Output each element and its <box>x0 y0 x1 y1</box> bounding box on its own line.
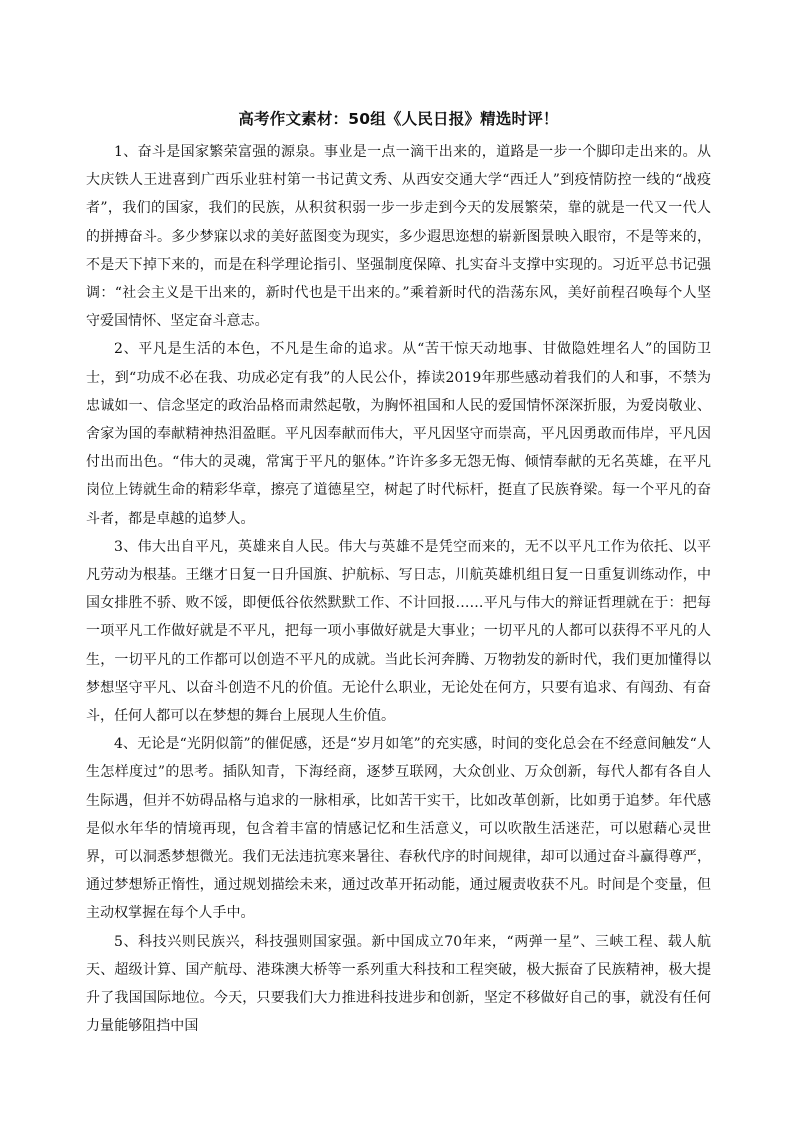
paragraph-2: 2、平凡是生活的本色，不凡是生命的追求。从“苦干惊天动地事、甘做隐姓埋名人”的国防卫士，到“功成不必在我、功成必定有我”的人民公仆，捧读2019年那些感动着我们的人和事，不禁为忠诚如一、信念坚定的政治品格而肃然起敬，为胸怀祖国和人民的爱国情怀深深折服，为爱岗敬业、舍家为国的奉献精神热泪盈眶。平凡因奉献而伟大，平凡因坚守而崇高，平凡因勇敢而伟岸，平凡因付出而出色。“伟大的灵魂，常寓于平凡的躯体。”许许多多无怨无悔、倾情奉献的无名英雄，在平凡岗位上铸就生命的精彩华章，擦亮了道德星空，树起了时代标杆，挺直了民族脊梁。每一个平凡的奋斗者，都是卓越的追梦人。 <box>86 341 711 527</box>
paragraph-1: 1、奋斗是国家繁荣富强的源泉。事业是一点一滴干出来的，道路是一步一个脚印走出来的。从大庆铁人王进喜到广西乐业驻村第一书记黄文秀、从西安交通大学“西迁人”到疫情防控一线的“战疫者”，我们的国家，我们的民族，从积贫积弱一步一步走到今天的发展繁荣，靠的就是一代又一代人的拼搏奋斗。多少梦寐以求的美好蓝图变为现实，多少遐思迩想的崭新图景映入眼帘，不是等来的，不是天下掉下来的，而是在科学理论指引、坚强制度保障、扎实奋斗支撑中实现的。习近平总书记强调：“社会主义是干出来的，新时代也是干出来的。”乘着新时代的浩荡东风，美好前程召唤每个人坚守爱国情怀、坚定奋斗意志。 <box>86 144 711 330</box>
document-title: 高考作文素材：50组《人民日报》精选时评！ <box>238 110 559 128</box>
paragraph-5: 5、科技兴则民族兴，科技强则国家强。新中国成立70年来，“两弹一星”、三峡工程、载人航天、超级计算、国产航母、港珠澳大桥等一系列重大科技和工程突破，极大振奋了民族精神，极大提升了我国国际地位。今天，只要我们大力推进科技进步和创新，坚定不移做好自己的事，就没有任何力量能够阻挡中国 <box>86 933 711 1035</box>
document-page <box>86 96 711 1041</box>
paragraph-4: 4、无论是“光阴似箭”的催促感，还是“岁月如笔”的充实感，时间的变化总会在不经意间触发“人生怎样度过”的思考。插队知青，下海经商，逐梦互联网，大众创业、万众创新，每代人都有各自人生际遇，但并不妨碍品格与追求的一脉相承，比如苦干实干，比如改革创新，比如勇于追梦。年代感是似水年华的情境再现，包含着丰富的情感记忆和生活意义，可以吹散生活迷茫，可以慰藉心灵世界，可以洞悉梦想微光。我们无法违抗寒来暑往、春秋代序的时间规律，却可以通过奋斗赢得尊严，通过梦想矫正惰性，通过规划描绘未来，通过改革开拓动能，通过履责收获不凡。时间是个变量，但主动权掌握在每个人手中。 <box>86 736 711 922</box>
paragraph-3: 3、伟大出自平凡，英雄来自人民。伟大与英雄不是凭空而来的，无不以平凡工作为依托、以平凡劳动为根基。王继才日复一日升国旗、护航标、写日志，川航英雄机组日复一日重复训练动作，中国女排胜不骄、败不馁，即便低谷依然默默工作、不计回报……平凡与伟大的辩证哲理就在于：把每一项平凡工作做好就是不平凡，把每一项小事做好就是大事业；一切平凡的人都可以获得不平凡的人生，一切平凡的工作都可以创造不平凡的成就。当此长河奔腾、万物勃发的新时代，我们更加懂得以梦想坚守平凡、以奋斗创造不凡的价值。无论什么职业，无论处在何方，只要有追求、有闯劲、有奋斗，任何人都可以在梦想的舞台上展现人生价值。 <box>86 538 711 725</box>
